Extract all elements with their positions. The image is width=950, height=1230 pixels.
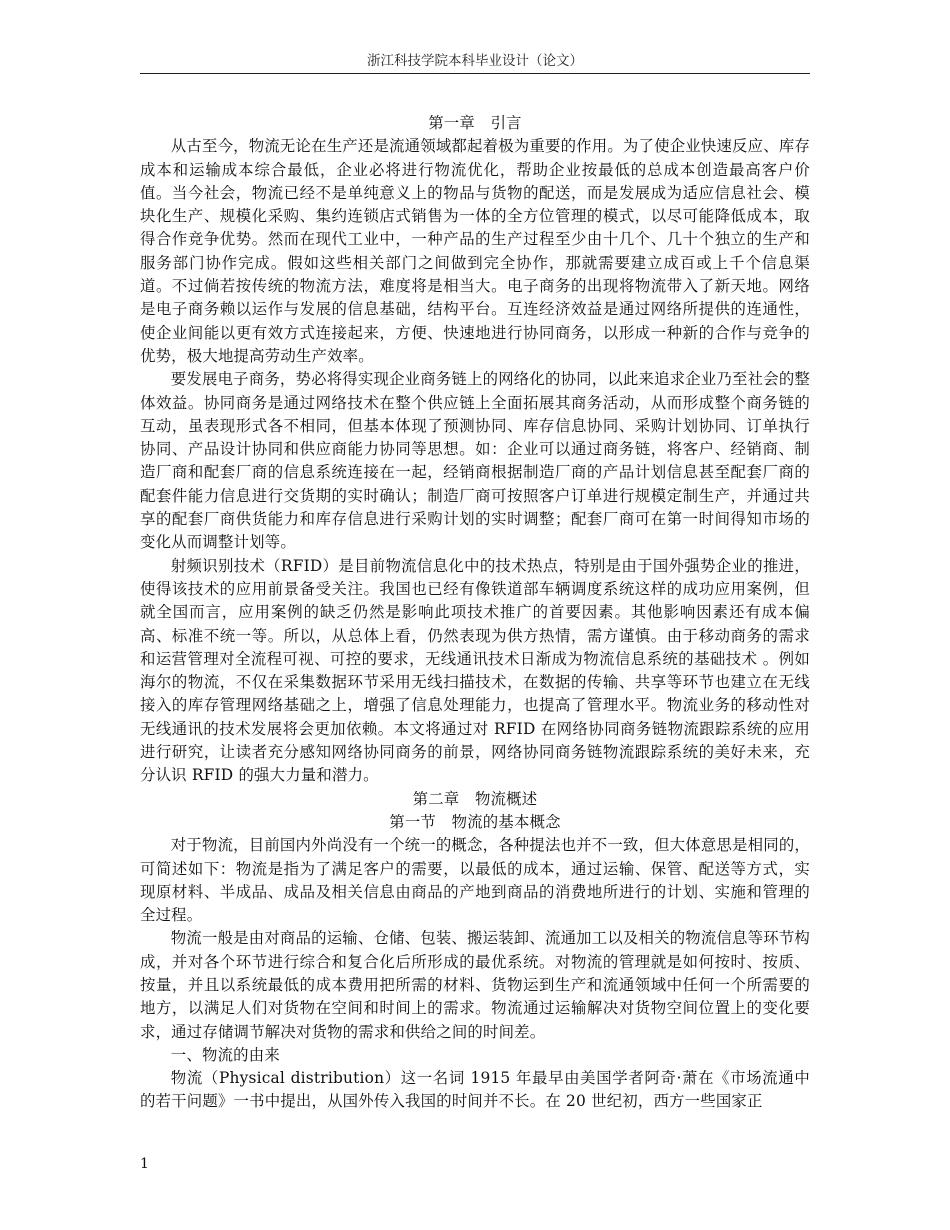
subsection-title: 一、物流的由来 — [170, 1045, 280, 1064]
page-number: 1 — [140, 1156, 149, 1172]
paragraph: 物流一般是由对商品的运输、仓储、包装、搬运装卸、流通加工以及相关的物流信息等环节构成，并对各个环节进行综合和复合化后所形成的最优系统。对物流的管理就是如何按时、按质、按量，并且以系统最低的成本费用把所需的材料、货物运到生产和流通领域中任何一个所需要的地方，以满足人们对货物在空间和时间上的需求。物流通过运输解决对货物空间位置上的变化要求，通过存储调节解决对货物的需求和供给之间的时间差。 — [140, 929, 811, 1041]
paragraph: 对于物流，目前国内外尚没有一个统一的概念，各种提法也并不一致，但大体意思是相同的，可简述如下：物流是指为了满足客户的需要，以最低的成本，通过运输、保管、配送等方式，实现原材料、半成品、成品及相关信息由商品的产地到商品的消费地所进行的计划、实施和管理的全过程。 — [140, 836, 811, 925]
section-1-title: 第一节 物流的基本概念 — [389, 812, 561, 831]
body-text — [140, 112, 810, 1114]
paragraph: 射频识别技术（RFID）是目前物流信息化中的技术热点，特别是由于国外强势企业的推进，使得该技术的应用前景备受关注。我国也已经有像铁道部车辆调度系统这样的成功应用案例，但就全国而言，应用案例的缺乏仍然是影响此项技术推广的首要因素。其他影响因素还有成本偏高、标准不统一等。所以，从总体上看，仍然表现为供方热情，需方谨慎。由于移动商务的需求和运营管理对全流程可视、可控的要求，无线通讯技术日渐成为物流信息系统的基础技术 。例如海尔的物流，不仅在采集数据环节采用无线扫描技术，在数据的传输、共享等环节也建立在无线接入的库存管理网络基础之上，增强了信息处理能力，也提高了管理水平。物流业务的移动性对无线通讯的技术发展将会更加依赖。本文将通过对 RFID 在网络协同商务链物流跟踪系统的应用进行研究，让读者充分感知网络协同商务的前景，网络协同商务链物流跟踪系统的美好未来，充分认识 RFID 的强大力量和潜力。 — [140, 556, 810, 785]
paragraph: 从古至今，物流无论在生产还是流通领域都起着极为重要的作用。为了使企业快速反应、库存成本和运输成本综合最低，企业必将进行物流优化，帮助企业按最低的总成本创造最高客户价值。当今社会，物流已经不是单纯意义上的物品与货物的配送，而是发展成为适应信息社会、模块化生产、规模化采购、集约连锁店式销售为一体的全方位管理的模式，以尽可能降低成本，取得合作竞争优势。然而在现代工业中，一种产品的生产过程至少由十几个、几十个独立的生产和服务部门协作完成。假如这些相关部门之间做到完全协作，那就需要建立成百或上千个信息渠道。不过倘若按传统的物流方法，难度将是相当大。电子商务的出现将物流带入了新天地。网络是电子商务赖以运作与发展的信息基础，结构平台。互连经济效益是通过网络所提供的连通性，使企业间能以更有效方式连接起来，方便、快速地进行协同商务，以形成一种新的合作与竞争的优势，极大地提高劳动生产效率。 — [140, 137, 811, 365]
paragraph: 物流（Physical distribution）这一名词 1915 年最早由美国学者阿奇·萧在《市场流通中的若干问题》一书中提出，从国外传入我国的时间并不长。在 20 世纪初，西方一些国家正 — [140, 1069, 810, 1111]
paragraph: 要发展电子商务，势必将得实现企业商务链上的网络化的协同，以此来追求企业乃至社会的整体效益。协同商务是通过网络技术在整个供应链上全面拓展其商务活动，从而形成整个商务链的互动，虽表现形式各不相同，但基本体现了预测协同、库存信息协同、采购计划协同、订单执行协同、产品设计协同和供应商能力协同等思想。如：企业可以通过商务链，将客户、经销商、制造厂商和配套厂商的信息系统连接在一起，经销商根据制造厂商的产品计划信息甚至配套厂商的配套件能力信息进行交货期的实时确认；制造厂商可按照客户订单进行规模定制生产，并通过共享的配套厂商供货能力和库存信息进行采购计划的实时调整；配套厂商可在第一时间得知市场的变化从而调整计划等。 — [140, 370, 811, 552]
chapter-1-title: 第一章 引言 — [428, 114, 522, 132]
header-rule — [140, 73, 810, 74]
running-header: 浙江科技学院本科毕业设计（论文） — [367, 53, 583, 69]
chapter-2-title: 第二章 物流概述 — [412, 789, 538, 808]
